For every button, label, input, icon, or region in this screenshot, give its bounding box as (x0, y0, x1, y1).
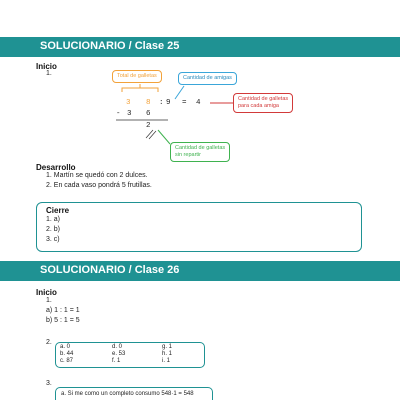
remainder-slash-1 (146, 130, 153, 138)
remainder-slash-2 (149, 131, 156, 139)
dividend-digit-1: 3 (126, 99, 131, 107)
list-item: 2. b) (46, 226, 61, 233)
callout-line: Cantidad de galletas (175, 145, 226, 151)
callout-galletas-por-amiga (233, 93, 293, 113)
callout-line: Cantidad de galletas (238, 96, 289, 102)
grid-cell: e. 53 (112, 351, 126, 357)
remainder: 2 (146, 122, 151, 130)
quotient: 4 (196, 99, 201, 107)
callout-line: sin repartir (175, 152, 201, 158)
callout-text: Total de galletas (117, 73, 157, 79)
heading-inicio: Inicio (36, 62, 57, 71)
grid-cell: c. 87 (60, 358, 74, 364)
heading-inicio: Inicio (36, 288, 57, 297)
item-number: 1. (46, 70, 52, 77)
leftover-arrow (158, 130, 170, 144)
grid-cell: g. 1 (162, 344, 173, 350)
section-title: SOLUCIONARIO / Clase 26 (40, 264, 180, 276)
list-item: 1. Martín se quedó con 2 dulces. (46, 172, 148, 179)
section-banner-clase-26 (0, 261, 400, 281)
item-number: 3. (46, 380, 52, 387)
answer-line: a) 1 : 1 = 1 (46, 307, 80, 314)
cierre-box (36, 202, 362, 252)
list-item: 2. En cada vaso pondrá 5 frutillas. (46, 182, 152, 189)
grid-cell: d. 0 (112, 344, 123, 350)
callout-text: Cantidad de amigas (183, 75, 232, 81)
grid-cell: i. 1 (162, 358, 171, 364)
list-item: 3. c) (46, 236, 60, 243)
answer-box (55, 387, 213, 400)
equals-sign: = (182, 99, 187, 107)
item-number: 2. (46, 339, 52, 346)
callout-galletas-sin-repartir (170, 142, 230, 162)
division-sign: : (159, 99, 164, 107)
section-title: SOLUCIONARIO / Clase 25 (40, 40, 180, 52)
grid-cell: b. 44 (60, 351, 74, 357)
grid-cell: a. 0 (60, 344, 71, 350)
total-bracket (122, 88, 158, 92)
subtrahend-digit-2: 6 (146, 110, 151, 118)
grid-cell: f. 1 (112, 358, 121, 364)
divisor: 9 (166, 99, 171, 107)
answer-text: a. Si me como un completo consumo 548·1 = 548 (61, 391, 194, 397)
heading-desarrollo: Desarrollo (36, 163, 76, 172)
minus-sign: - (116, 110, 121, 118)
friends-arrow (175, 86, 184, 99)
item-number: 1. (46, 297, 52, 304)
grid-cell: h. 1 (162, 351, 173, 357)
answer-line: b) 5 : 1 = 5 (46, 317, 80, 324)
subtrahend-digit-1: 3 (127, 110, 132, 118)
callout-total-galletas (112, 70, 162, 83)
heading-cierre: Cierre (46, 206, 70, 215)
callout-cantidad-amigas (178, 72, 237, 85)
callout-line: para cada amiga (238, 103, 279, 109)
dividend-digit-2: 8 (146, 99, 151, 107)
list-item: 1. a) (46, 216, 61, 223)
answers-grid-box (55, 342, 205, 368)
